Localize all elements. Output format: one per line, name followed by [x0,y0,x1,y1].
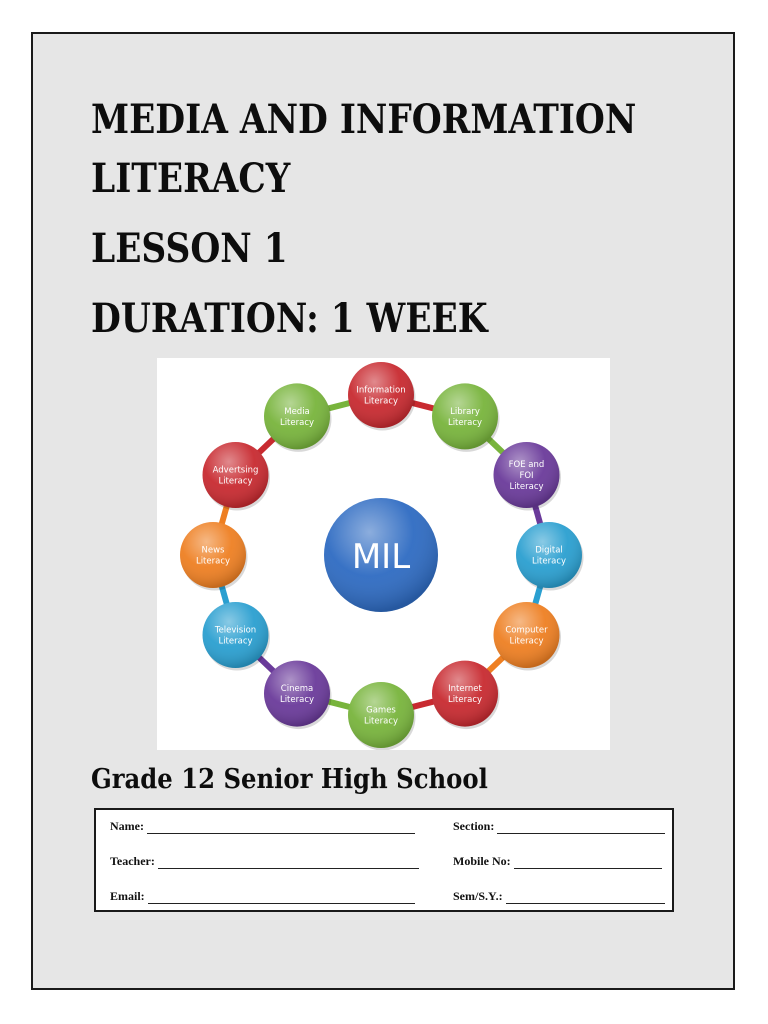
literacy-node [180,522,248,591]
literacy-node [264,661,332,730]
node-label: Literacy [195,556,231,567]
title-line-1: MEDIA AND INFORMATION [91,96,637,143]
node-label: Literacy [509,482,544,492]
sem-sy-label: Sem/S.Y.: [453,889,503,903]
section-line[interactable] [497,821,665,834]
email-field[interactable] [110,888,415,904]
node-label: Literacy [363,396,399,407]
mobile-field[interactable] [453,853,662,869]
email-label: Email: [110,889,145,903]
student-info-form [94,808,674,912]
node-label: Library [450,406,480,417]
node-label: Games [366,705,396,716]
literacy-node [493,442,561,511]
sem-sy-line[interactable] [506,891,665,904]
literacy-node [348,362,416,431]
node-label: Television [214,625,257,636]
node-label: FOE and [508,460,545,470]
section-field[interactable] [453,818,665,834]
center-label: MIL [351,537,411,577]
teacher-field[interactable] [110,853,419,869]
title-line-2: LITERACY [91,155,291,202]
node-label: Computer [505,625,548,636]
center-node [324,498,438,612]
node-label: Literacy [279,417,315,428]
mil-diagram [157,358,610,750]
section-label: Section: [453,819,495,833]
name-label: Name: [110,819,144,833]
literacy-node [348,682,416,750]
node-label: News [201,545,225,556]
literacy-node [203,602,271,671]
node-label: FOI [519,471,534,481]
grade-subtitle: Grade 12 Senior High School [91,764,488,795]
mobile-line[interactable] [514,856,662,869]
node-label: Literacy [218,476,253,487]
node-label: Literacy [218,636,253,647]
node-label: Literacy [363,716,399,727]
node-label: Literacy [531,556,567,567]
name-field[interactable] [110,818,415,834]
node-label: Information [356,385,406,396]
node-label: Literacy [279,695,315,706]
duration-heading: DURATION: 1 WEEK [91,295,488,342]
node-label: Literacy [447,695,483,706]
node-label: Cinema [280,684,314,695]
node-label: Media [284,406,310,417]
mil-diagram-svg [157,358,610,750]
lesson-heading: LESSON 1 [91,225,288,272]
teacher-line[interactable] [158,856,419,869]
node-label: Internet [448,684,482,695]
email-line[interactable] [148,891,415,904]
node-label: Digital [535,545,563,556]
name-line[interactable] [147,821,415,834]
node-label: Advertsing [212,465,259,476]
literacy-node [432,383,500,452]
mobile-label: Mobile No: [453,854,511,868]
node-label: Literacy [509,636,544,647]
sem-sy-field[interactable] [453,888,665,904]
node-label: Literacy [447,417,483,428]
literacy-node [516,522,584,591]
teacher-label: Teacher: [110,854,155,868]
